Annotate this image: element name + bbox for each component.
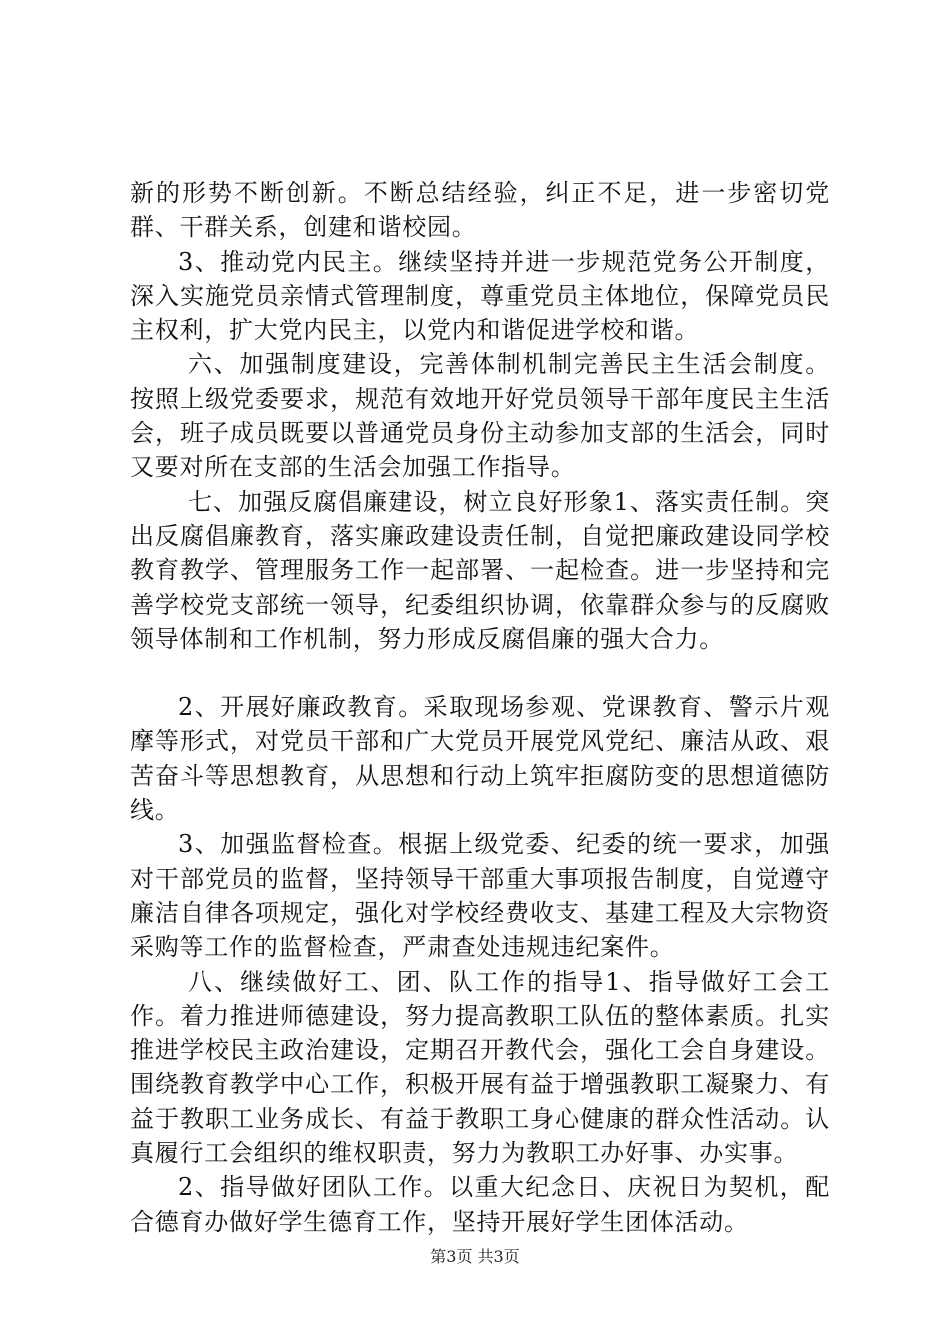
paragraph-continuation: 新的形势不断创新。不断总结经验，纠正不足，进一步密切党群、干群关系，创建和谐校园。 (130, 179, 830, 242)
paragraph-section-six: 六、加强制度建设，完善体制机制完善民主生活会制度。按照上级党委要求，规范有效地开好党员领导干部年度民主生活会，班子成员既要以普通党员身份主动参加支部的生活会，同时又要对所在支部的生活会加强工作指导。 (130, 350, 830, 482)
paragraph-section-eight: 八、继续做好工、团、队工作的指导1、指导做好工会工作。着力推进师德建设，努力提高教职工队伍的整体素质。扎实推进学校民主政治建设，定期召开教代会，强化工会自身建设。围绕教育教学中心工作，积极开展有益于增强教职工凝聚力、有益于教职工业务成长、有益于教职工身心健康的群众性活动。认真履行工会组织的维权职责，努力为教职工办好事、办实事。 (130, 967, 830, 1168)
paragraph-integrity-education: 2、开展好廉政教育。采取现场参观、党课教育、警示片观摩等形式，对党员干部和广大党员开展党风党纪、廉洁从政、艰苦奋斗等思想教育，从思想和行动上筑牢拒腐防变的思想道德防线。 (130, 693, 830, 825)
paragraph-supervision: 3、加强监督检查。根据上级党委、纪委的统一要求，加强对干部党员的监督，坚持领导干部重大事项报告制度，自觉遵守廉洁自律各项规定，强化对学校经费收支、基建工程及大宗物资采购等工作的监督检查，严肃查处违规违纪案件。 (130, 830, 830, 962)
paragraph-party-democracy: 3、推动党内民主。继续坚持并进一步规范党务公开制度，深入实施党员亲情式管理制度，尊重党员主体地位，保障党员民主权利，扩大党内民主，以党内和谐促进学校和谐。 (130, 247, 830, 345)
paragraph-youth-league: 2、指导做好团队工作。以重大纪念日、庆祝日为契机，配合德育办做好学生德育工作，坚持开展好学生团体活动。 (130, 1173, 830, 1236)
page-number-footer: 第3页 共3页 (430, 1247, 520, 1266)
document-body (130, 176, 830, 1239)
paragraph-section-seven: 七、加强反腐倡廉建设，树立良好形象1、落实责任制。突出反腐倡廉教育，落实廉政建设责任制，自觉把廉政建设同学校教育教学、管理服务工作一起部署、一起检查。进一步坚持和完善学校党支部统一领导，纪委组织协调，依靠群众参与的反腐败领导体制和工作机制，努力形成反腐倡廉的强大合力。 (130, 487, 830, 653)
